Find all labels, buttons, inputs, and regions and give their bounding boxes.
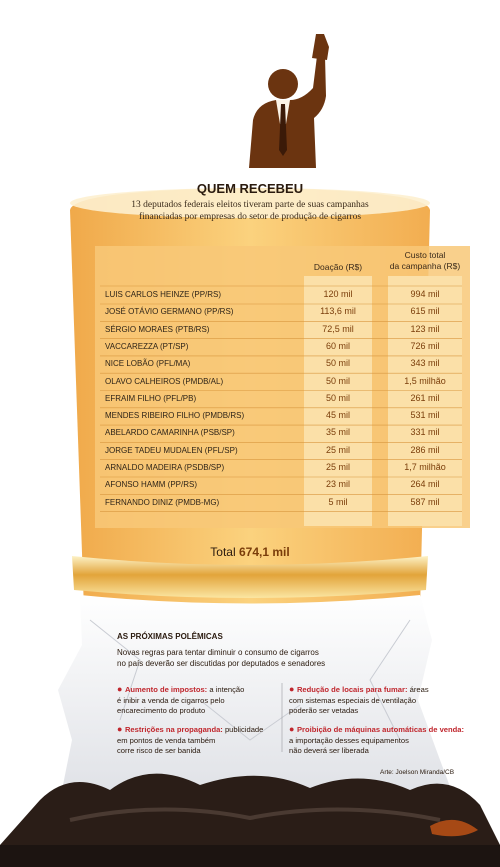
total-line [0,545,500,559]
row-total-cost: 261 mil [410,392,440,403]
next-intro-line-1: Novas regras para tentar diminuir o consumo de cigarros [117,648,319,657]
credit: Arte: Joelson Miranda/CB [380,769,455,776]
row-total-cost: 726 mil [410,340,440,351]
row-donation: 45 mil [325,410,350,421]
row-name: ARNALDO MADEIRA (PSDB/SP) [105,463,225,472]
row-donation: 72,5 mil [322,323,354,334]
row-donation: 25 mil [325,462,350,472]
subtitle-line-1: 13 deputados federais eleitos tiveram parte de suas campanhas [131,200,369,210]
row-total-cost: 331 mil [410,427,440,438]
row-name: FERNANDO DINIZ (PMDB-MG) [105,497,220,507]
donation-column-header: Doação (R$) [313,262,363,272]
row-total-cost: 123 mil [410,323,440,334]
row-donation: 50 mil [325,358,350,369]
row-donation: 50 mil [325,392,350,403]
row-donation: 113,6 mil [320,306,356,317]
row-total-cost: 1,5 milhão [404,375,446,386]
row-total-cost: 1,7 milhão [404,462,446,472]
row-donation: 23 mil [325,479,350,490]
item-heading: Redução de locais para fumar: [296,685,408,694]
row-donation: 25 mil [325,444,350,455]
next-intro-line-2: no país deverão ser discutidas por deputados e senadores [117,659,326,668]
row-donation: 35 mil [325,427,350,438]
total-value: 674,1 mil [239,545,290,559]
row-name: VACCAREZZA (PT/SP) [105,341,189,351]
row-name: MENDES RIBEIRO FILHO (PMDB/RS) [105,411,245,421]
row-name: NICE LOBÃO (PFL/MA) [105,359,191,369]
row-total-cost: 264 mil [410,479,440,490]
row-name: LUIS CARLOS HEINZE (PP/RS) [105,290,222,299]
row-donation: 50 mil [325,375,350,386]
row-donation: 5 mil [328,496,348,507]
item-heading: Aumento de impostos: [124,685,208,694]
cost-column-header [386,250,464,272]
row-name: JORGE TADEU MUDALEN (PFL/SP) [105,445,238,455]
row-name: ABELARDO CAMARINHA (PSB/SP) [105,428,235,438]
item-restricoes-propaganda: ● Restrições na propaganda: publicidade em pontos de venda também corre risco de ser banida [117,724,264,755]
item-reducao-locais: ● Redução de locais para fumar: áreas com sistemas especiais de ventilação poderão ser vetadas [289,684,429,715]
page-title: QUEM RECEBEU [196,181,304,196]
row-name: AFONSO HAMM (PP/RS) [105,480,198,490]
row-total-cost: 286 mil [410,444,440,455]
row-total-cost: 994 mil [410,289,440,299]
row-total-cost: 343 mil [410,358,440,369]
row-total-cost: 615 mil [410,306,440,317]
cost-header-line-1: Custo total [404,250,446,260]
item-proibicao-maquinas: ● Proibição de máquinas automáticas de venda: a importação desses equipamentos não deverá ser liberada [289,724,465,755]
row-name: OLAVO CALHEIROS (PMDB/AL) [105,376,224,386]
item-heading: Proibição de máquinas automáticas de venda: [296,725,465,734]
total-label: Total [210,545,236,559]
row-total-cost: 587 mil [410,496,440,507]
row-name: JOSÉ OTÁVIO GERMANO (PP/RS) [105,307,234,317]
next-section-title: AS PRÓXIMAS POLÊMICAS [117,632,223,641]
row-donation: 120 mil [323,289,353,299]
row-name: SÉRGIO MORAES (PTB/RS) [105,324,210,334]
row-donation: 60 mil [325,340,350,351]
row-name: EFRAIM FILHO (PFL/PB) [105,393,197,403]
row-total-cost: 531 mil [410,410,440,421]
item-heading: Restrições na propaganda: [124,725,223,734]
item-aumento-impostos: ● Aumento de impostos: a intenção é inibir a venda de cigarros pelo encarecimento do produto [117,684,245,715]
subtitle-line-2: financiadas por empresas do setor de produção de cigarros [138,212,362,222]
cost-header-line-2: da campanha (R$) [389,261,461,271]
